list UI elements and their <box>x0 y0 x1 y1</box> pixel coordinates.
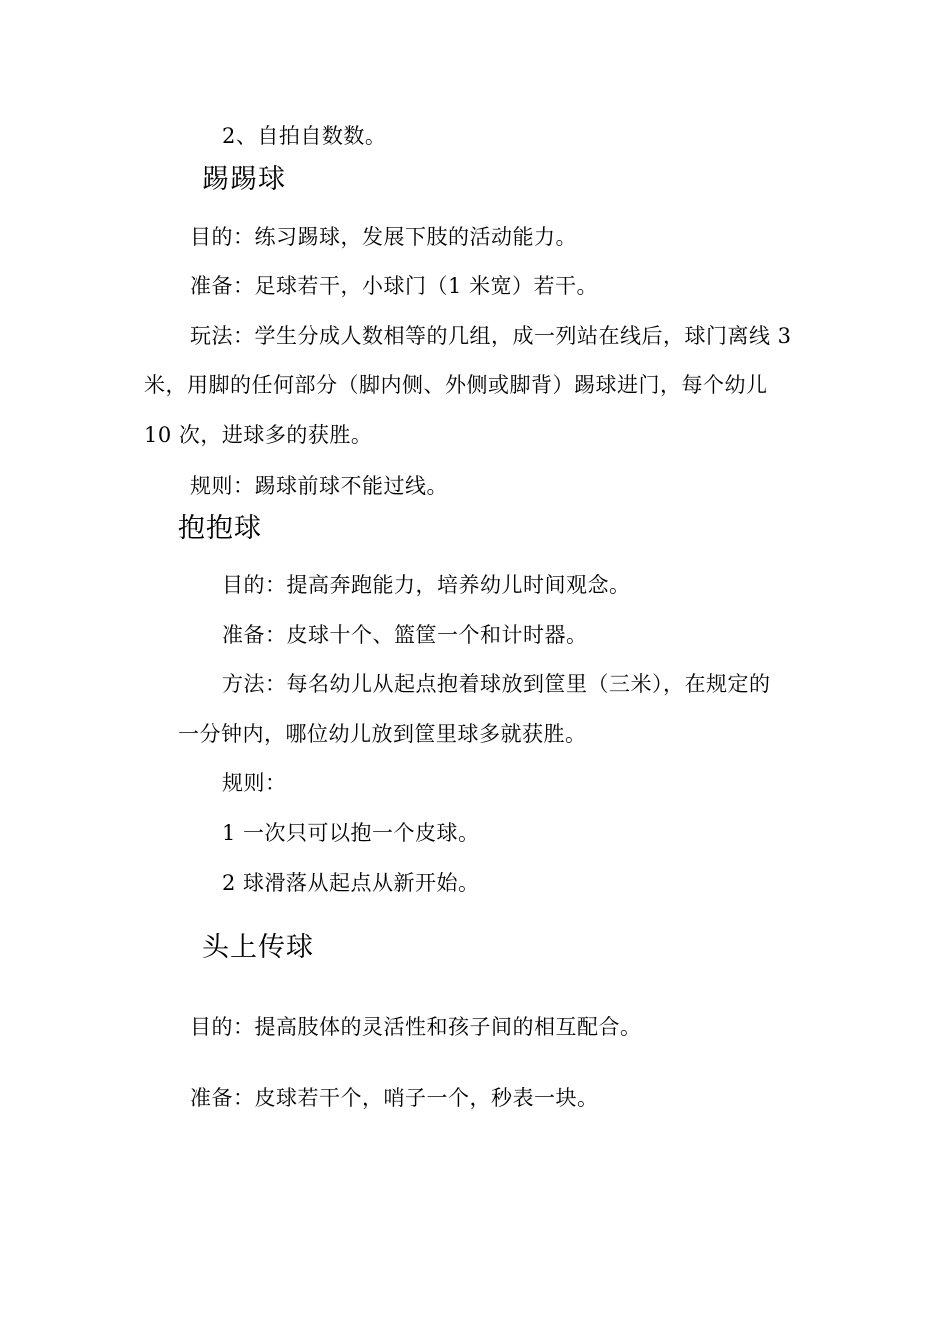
hug-ball-rule-label: 规则： <box>222 771 287 795</box>
kick-ball-play-line-3: 10 次，进球多的获胜。 <box>144 423 373 447</box>
list-item-2: 2、自拍自数数。 <box>222 124 387 148</box>
kick-ball-prep: 准备：足球若干，小球门（1 米宽）若干。 <box>190 274 599 298</box>
section-title-kick-ball: 踢踢球 <box>202 164 286 195</box>
kick-ball-goal: 目的：练习踢球，发展下肢的活动能力。 <box>190 225 577 249</box>
section-title-hug-ball: 抱抱球 <box>178 513 262 544</box>
kick-ball-play-line-1: 玩法：学生分成人数相等的几组，成一列站在线后，球门离线 3 <box>190 324 792 348</box>
hug-ball-rule-2: 2 球滑落从起点从新开始。 <box>222 871 480 895</box>
hug-ball-prep: 准备：皮球十个、篮筐一个和计时器。 <box>222 623 588 647</box>
hug-ball-method-line-1: 方法：每名幼儿从起点抱着球放到筐里（三米），在规定的 <box>222 672 771 696</box>
overhead-pass-goal: 目的：提高肢体的灵活性和孩子间的相互配合。 <box>190 1015 642 1039</box>
kick-ball-play-line-2: 米，用脚的任何部分（脚内侧、外侧或脚背）踢球进门，每个幼儿 <box>144 373 768 397</box>
hug-ball-method-line-2: 一分钟内，哪位幼儿放到筐里球多就获胜。 <box>178 722 587 746</box>
hug-ball-rule-1: 1 一次只可以抱一个皮球。 <box>222 821 480 845</box>
hug-ball-goal: 目的：提高奔跑能力，培养幼儿时间观念。 <box>222 573 631 597</box>
overhead-pass-prep: 准备：皮球若干个，哨子一个，秒表一块。 <box>190 1086 599 1110</box>
section-title-overhead-pass: 头上传球 <box>202 932 314 963</box>
kick-ball-rule: 规则：踢球前球不能过线。 <box>190 474 448 498</box>
